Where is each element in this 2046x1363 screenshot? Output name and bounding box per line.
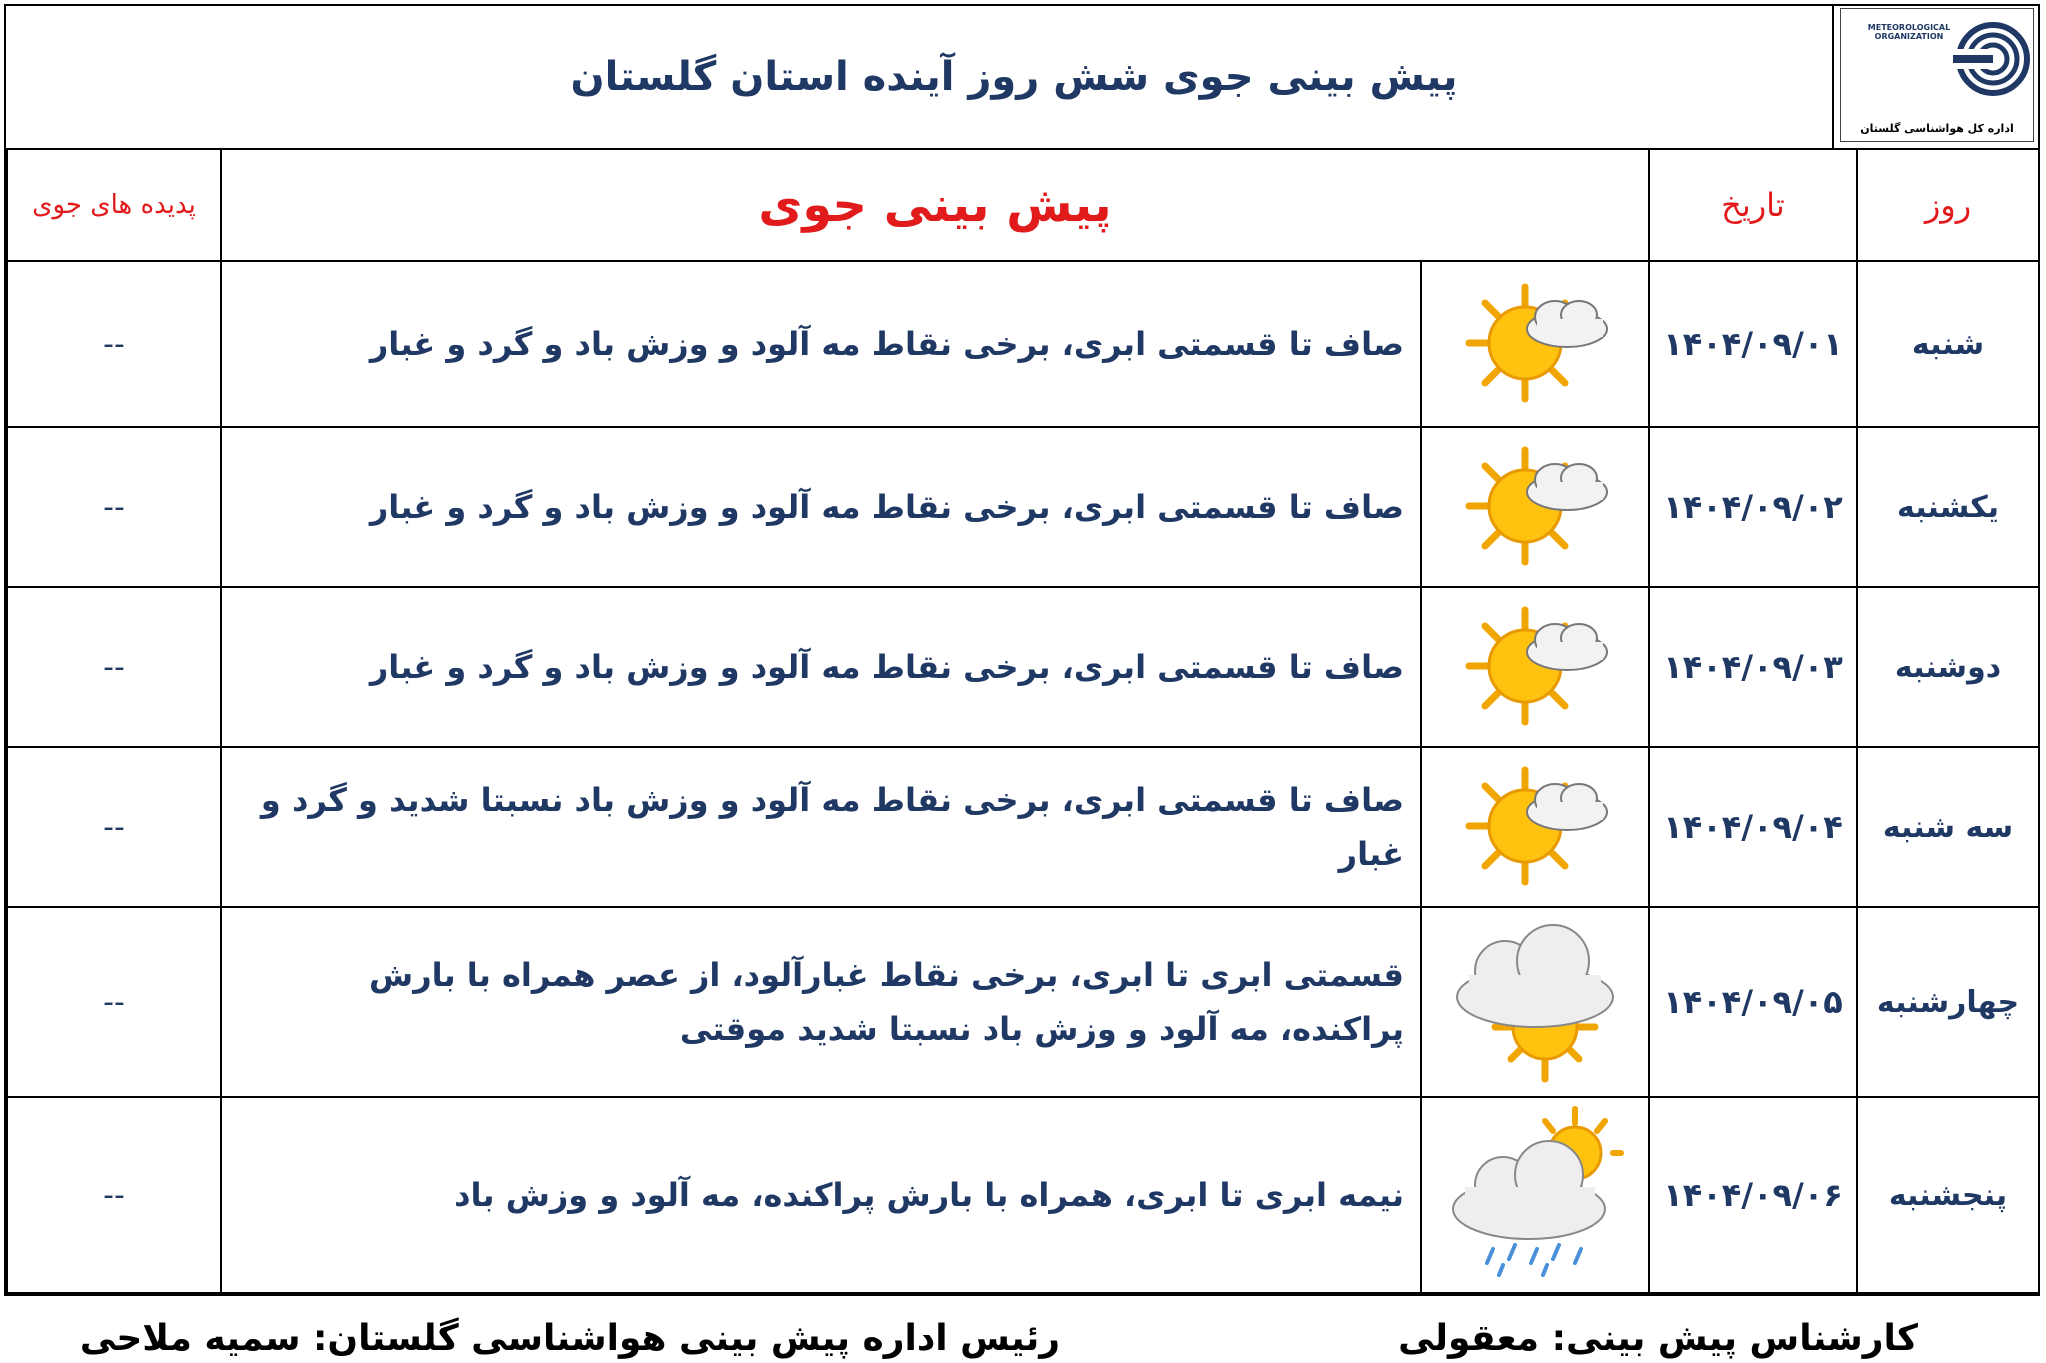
day-cell: دوشنبه xyxy=(1857,587,2039,747)
header-forecast: پیش بینی جوی xyxy=(221,149,1649,261)
page-header xyxy=(6,6,1834,148)
table-row xyxy=(7,1097,2039,1293)
weather-icon-cell xyxy=(1421,1097,1649,1293)
table-row xyxy=(7,587,2039,747)
phenomena-cell: -- xyxy=(7,907,221,1097)
sun-cloud-icon xyxy=(1455,440,1615,570)
head-signature: رئیس اداره پیش بینی هواشناسی گلستان: سمیه ملاحی xyxy=(79,1318,1060,1359)
weather-icon-cell xyxy=(1421,261,1649,427)
date-cell: ۱۴۰۴/۰۹/۰۴ xyxy=(1649,747,1857,907)
day-cell: چهارشنبه xyxy=(1857,907,2039,1097)
date-cell: ۱۴۰۴/۰۹/۰۶ xyxy=(1649,1097,1857,1293)
header-day: روز xyxy=(1857,149,2039,261)
sun-cloud-icon xyxy=(1455,600,1615,730)
header-date: تاریخ xyxy=(1649,149,1857,261)
day-cell: پنجشنبه xyxy=(1857,1097,2039,1293)
table-row xyxy=(7,427,2039,587)
forecast-frame xyxy=(4,4,2040,1296)
forecast-description: صاف تا قسمتی ابری، برخی نقاط مه آلود و وزش باد و گرد و غبار xyxy=(221,587,1421,747)
table-row xyxy=(7,261,2039,427)
table-row xyxy=(7,907,2039,1097)
meteorological-logo xyxy=(1840,8,2034,142)
forecast-table xyxy=(6,148,2040,1294)
weather-icon-cell xyxy=(1421,427,1649,587)
forecast-description: صاف تا قسمتی ابری، برخی نقاط مه آلود و وزش باد و گرد و غبار xyxy=(221,427,1421,587)
phenomena-cell: -- xyxy=(7,587,221,747)
forecast-description: صاف تا قسمتی ابری، برخی نقاط مه آلود و وزش باد نسبتا شدید و گرد و غبار xyxy=(221,747,1421,907)
forecaster-signature: کارشناس پیش بینی: معقولی xyxy=(1398,1318,1918,1359)
forecast-description: صاف تا قسمتی ابری، برخی نقاط مه آلود و وزش باد و گرد و غبار xyxy=(221,261,1421,427)
date-cell: ۱۴۰۴/۰۹/۰۳ xyxy=(1649,587,1857,747)
date-cell: ۱۴۰۴/۰۹/۰۲ xyxy=(1649,427,1857,587)
weather-icon-cell xyxy=(1421,747,1649,907)
sun-cloud-icon xyxy=(1455,760,1615,890)
forecast-description: نیمه ابری تا ابری، همراه با بارش پراکنده، مه آلود و وزش باد xyxy=(221,1097,1421,1293)
weather-icon-cell xyxy=(1421,907,1649,1097)
date-cell: ۱۴۰۴/۰۹/۰۵ xyxy=(1649,907,1857,1097)
logo-english-text: METEOROLOGICAL ORGANIZATION xyxy=(1867,23,1951,41)
day-cell: شنبه xyxy=(1857,261,2039,427)
logo-caption: اداره کل هواشناسی گلستان xyxy=(1860,122,2014,135)
phenomena-cell: -- xyxy=(7,1097,221,1293)
page-title: پیش بینی جوی شش روز آینده استان گلستان xyxy=(570,54,1458,100)
cloud-sun-icon xyxy=(1445,915,1625,1085)
day-cell: سه شنبه xyxy=(1857,747,2039,907)
sun-cloud-icon xyxy=(1455,277,1615,407)
header-phenomena: پدیده های جوی xyxy=(7,149,221,261)
rain-cloud-sun-icon xyxy=(1445,1105,1625,1281)
forecast-description: قسمتی ابری تا ابری، برخی نقاط غبارآلود، از عصر همراه با بارش پراکنده، مه آلود و وزش باد نسبتا شدید موقتی xyxy=(221,907,1421,1097)
phenomena-cell: -- xyxy=(7,261,221,427)
date-cell: ۱۴۰۴/۰۹/۰۱ xyxy=(1649,261,1857,427)
day-cell: یکشنبه xyxy=(1857,427,2039,587)
phenomena-cell: -- xyxy=(7,747,221,907)
phenomena-cell: -- xyxy=(7,427,221,587)
table-row xyxy=(7,747,2039,907)
table-header-row xyxy=(7,149,2039,261)
weather-icon-cell xyxy=(1421,587,1649,747)
